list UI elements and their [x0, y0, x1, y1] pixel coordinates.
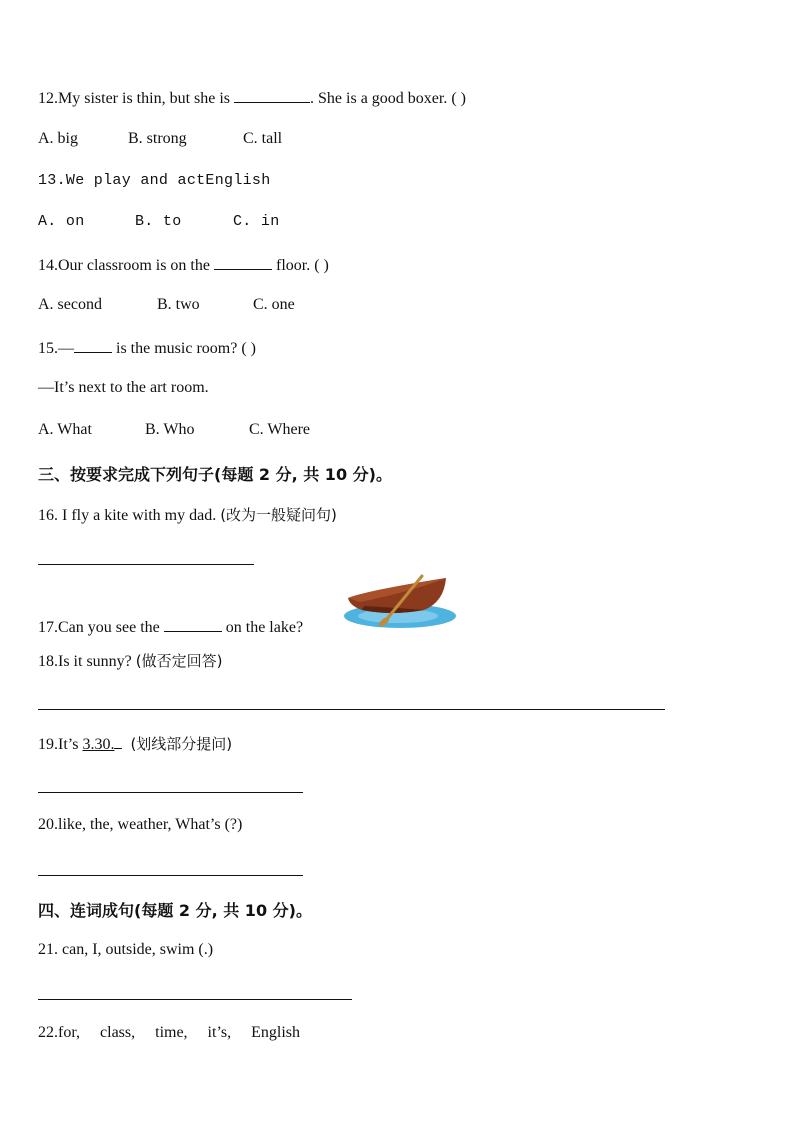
q21-answer-line[interactable] — [38, 999, 352, 1000]
q17-blank[interactable] — [164, 617, 222, 632]
q14-prefix: 14.Our classroom is on the — [38, 257, 214, 274]
question-20: 20.like, the, weather, What’s (?) — [38, 816, 243, 833]
q19-answer-line[interactable] — [38, 792, 303, 793]
q14-option-a[interactable]: A. second — [38, 296, 102, 313]
question-19 — [38, 733, 232, 754]
q14-option-b[interactable]: B. two — [157, 296, 200, 313]
q18-note: (做否定回答) — [135, 652, 223, 670]
q13-option-c[interactable]: C. in — [233, 213, 280, 230]
q13-option-b[interactable]: B. to — [135, 213, 182, 230]
q20-answer-line[interactable] — [38, 875, 303, 876]
q15-option-b[interactable]: B. Who — [145, 421, 195, 438]
q13-options — [38, 213, 280, 230]
q17-suffix: on the lake? — [221, 619, 304, 636]
q12-suffix: . She is a good boxer. ( ) — [310, 90, 466, 107]
q16-text: 16. I fly a kite with my dad. — [38, 507, 221, 524]
question-22: 22.for, class, time, it’s, English — [38, 1024, 301, 1041]
q12-option-a[interactable]: A. big — [38, 130, 78, 147]
question-21: 21. can, I, outside, swim (.) — [38, 941, 214, 958]
q15-option-a[interactable]: A. What — [38, 421, 92, 438]
section-4-title: 四、连词成句(每题 2 分, 共 10 分)。 — [38, 901, 312, 920]
q12-blank[interactable] — [234, 88, 310, 103]
question-15 — [38, 338, 256, 358]
q14-option-c[interactable]: C. one — [253, 296, 295, 313]
question-13: 13.We play and actEnglish — [38, 172, 271, 189]
question-16 — [38, 504, 337, 525]
q15-suffix: is the music room? ( ) — [112, 340, 256, 357]
q15-blank[interactable] — [74, 338, 112, 353]
q12-prefix: 12.My sister is thin, but she is — [38, 90, 235, 107]
question-17 — [38, 617, 303, 637]
q19-prefix: 19.It’s — [38, 736, 83, 753]
q12-options — [38, 130, 282, 148]
q19-note: (划线部分提问) — [130, 735, 233, 753]
question-12 — [38, 88, 466, 108]
q18-answer-line[interactable] — [38, 709, 665, 710]
q17-prefix: 17.Can you see the — [38, 619, 164, 636]
q15-options — [38, 421, 310, 439]
q14-blank[interactable] — [214, 255, 272, 270]
question-18 — [38, 650, 223, 671]
q13-option-a[interactable]: A. on — [38, 213, 85, 230]
boat-icon — [340, 572, 458, 636]
section-3-title: 三、按要求完成下列句子(每题 2 分, 共 10 分)。 — [38, 465, 392, 484]
q16-note: (改为一般疑问句) — [220, 506, 337, 524]
q14-suffix: floor. ( ) — [271, 257, 329, 274]
q15-option-c[interactable]: C. Where — [249, 421, 311, 438]
q15-answer: —It’s next to the art room. — [38, 379, 209, 396]
q12-option-b[interactable]: B. strong — [128, 130, 187, 147]
q14-options — [38, 296, 295, 314]
question-14 — [38, 255, 329, 275]
q12-option-c[interactable]: C. tall — [243, 130, 283, 147]
q15-prefix: 15.— — [38, 340, 74, 357]
q19-underlined-part: 3.30. — [82, 736, 115, 753]
q18-text: 18.Is it sunny? — [38, 653, 136, 670]
q16-answer-line[interactable] — [38, 564, 254, 565]
